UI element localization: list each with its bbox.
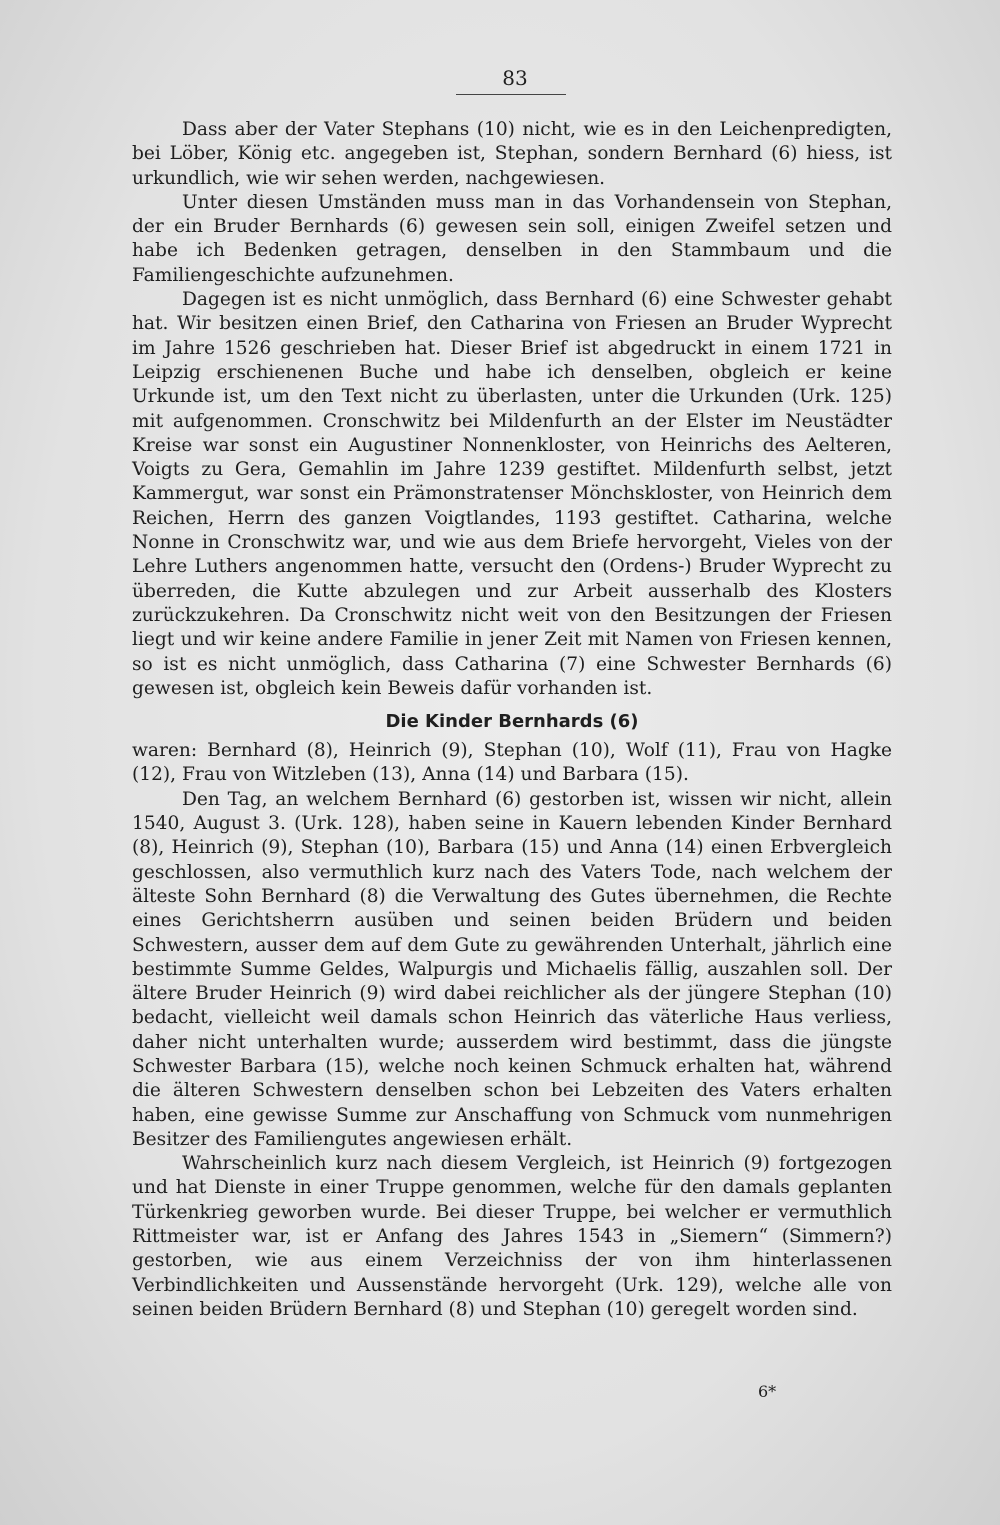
section-paragraph-3: Wahrscheinlich kurz nach diesem Vergleich, ist Heinrich (9) fortgezogen und hat Dienste in einer Truppe genommen, welche für den damals geplanten Türkenkrieg geworben wurde. Bei dieser Truppe, bei welcher er vermuthlich Rittmeister war, ist er Anfang des Jahres 1543 in „Siemern“ (Simmern?) gestorben, wie aus einem Verzeichniss der von ihm hinterlassenen Verbindlichkeiten und Aussenstände hervorgeht (Urk. 129), welche alle von seinen beiden Brüdern Bernhard (8) und Stephan (10) geregelt worden sind.: [132, 1153, 892, 1320]
header-rule: [456, 94, 566, 95]
body-text: [132, 118, 892, 1322]
paragraph-3: Dagegen ist es nicht unmöglich, dass Bernhard (6) eine Schwester gehabt hat. Wir besitzen einen Brief, den Catharina von Friesen an Bruder Wyprecht im Jahre 1526 geschrieben hat. Dieser Brief ist abgedruckt in einem 1721 in Leipzig erschienenen Buche und habe ich denselben, obgleich er keine Urkunde ist, um den Text nicht zu überlasten, unter die Urkunden (Urk. 125) mit aufgenommen. Cronschwitz bei Mildenfurth an der Elster im Neustädter Kreise war sonst ein Augustiner Nonnenkloster, von Heinrichs des Aelteren, Voigts zu Gera, Gemahlin im Jahre 1239 gestiftet. Mildenfurth selbst, jetzt Kammergut, war sonst ein Prämonstratenser Mönchskloster, von Heinrich dem Reichen, Herrn des ganzen Voigtlandes, 1193 gestiftet. Catharina, welche Nonne in Cronschwitz war, und wie aus dem Briefe hervorgeht, Vieles von der Lehre Luthers angenommen hatte, versucht den (Ordens-) Bruder Wyprecht zu überreden, die Kutte abzulegen und zur Arbeit ausserhalb des Klosters zurückzukehren. Da Cronschwitz nicht weit von den Besitzungen der Friesen liegt und wir keine andere Familie in jener Zeit mit Namen von Friesen kennen, so ist es nicht unmöglich, dass Catharina (7) eine Schwester Bernhards (6) gewesen ist, obgleich kein Beweis dafür vorhanden ist.: [132, 289, 892, 699]
paragraph-1: Dass aber der Vater Stephans (10) nicht, wie es in den Leichenpredigten, bei Löber, König etc. angegeben ist, Stephan, sondern Bernhard (6) hiess, ist urkundlich, wie wir sehen werden, nachgewiesen.: [132, 119, 892, 189]
section-paragraph-2: Den Tag, an welchem Bernhard (6) gestorben ist, wissen wir nicht, allein 1540, August 3. (Urk. 128), haben seine in Kauern lebenden Kinder Bernhard (8), Heinrich (9), Stephan (10), Barbara (15) und Anna (14) einen Erbvergleich geschlossen, also vermuthlich kurz nach des Vaters Tode, nach welchem der älteste Sohn Bernhard (8) die Verwaltung des Gutes übernehmen, die Rechte eines Gerichtsherrn ausüben und seinen beiden Brüdern und beiden Schwestern, ausser dem auf dem Gute zu gewährenden Unterhalt, jährlich eine bestimmte Summe Geldes, Walpurgis und Michaelis fällig, auszahlen soll. Der ältere Bruder Heinrich (9) wird dabei reichlicher als der jüngere Stephan (10) bedacht, vielleicht weil damals schon Heinrich das väterliche Haus verliess, daher nicht unterhalten wurde; ausserdem wird bestimmt, dass die jüngste Schwester Barbara (15), welche noch keinen Schmuck erhalten hat, während die älteren Schwestern denselben schon bei Lebzeiten des Vaters erhalten haben, eine gewisse Summe zur Anschaffung von Schmuck vom nunmehrigen Besitzer des Familiengutes angewiesen erhält.: [132, 788, 892, 1150]
section-heading: Die Kinder Bernhards (6): [385, 711, 639, 733]
signature-mark: 6*: [758, 1382, 777, 1401]
section-paragraph-1: waren: Bernhard (8), Heinrich (9), Stephan (10), Wolf (11), Frau von Hagke (12), Frau von Witzleben (13), Anna (14) und Barbara (15).: [132, 740, 892, 786]
page-number: 83: [502, 66, 528, 90]
paragraph-2: Unter diesen Umständen muss man in das Vorhandensein von Stephan, der ein Bruder Bernhards (6) gewesen sein soll, einigen Zweifel setzen und habe ich Bedenken getragen, denselben in den Stammbaum und die Familiengeschichte aufzunehmen.: [132, 191, 892, 286]
